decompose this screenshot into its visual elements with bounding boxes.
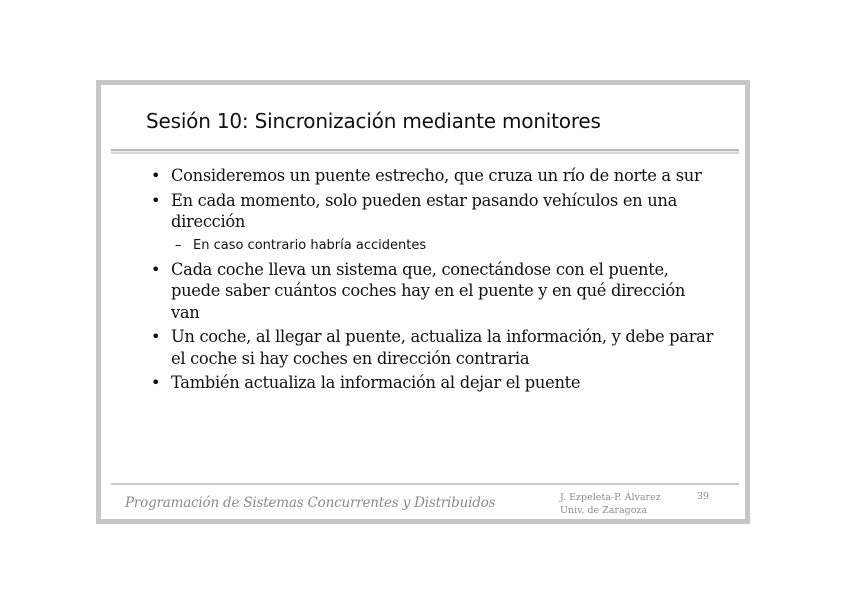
bullet-item: • También actualiza la información al dejar el puente (149, 372, 714, 394)
slide (96, 80, 750, 524)
bullet-item: • En cada momento, solo pueden estar pasando vehículos en una dirección (149, 190, 714, 233)
sub-bullet-item: – En caso contrario habría accidentes (149, 236, 714, 255)
title-divider (111, 149, 739, 154)
bullet-item: • Consideremos un puente estrecho, que cruza un río de norte a sur (149, 165, 714, 187)
bullet-item: • Un coche, al llegar al puente, actualiza la información, y debe parar el coche si hay coches en dirección contraria (149, 326, 714, 369)
footer-credits (560, 491, 661, 517)
footer-university: Univ. de Zaragoza (560, 505, 648, 516)
bullet-item: • Cada coche lleva un sistema que, conectándose con el puente, puede saber cuántos coches hay en el puente y en qué dirección van (149, 259, 714, 324)
slide-title: Sesión 10: Sincronización mediante monitores (146, 109, 601, 133)
footer-course: Programación de Sistemas Concurrentes y Distribuidos (125, 495, 496, 511)
page-number: 39 (697, 491, 710, 502)
slide-content (149, 165, 714, 397)
footer-divider (111, 483, 739, 485)
footer-authors: J. Ezpeleta-P. Álvarez (560, 492, 661, 503)
